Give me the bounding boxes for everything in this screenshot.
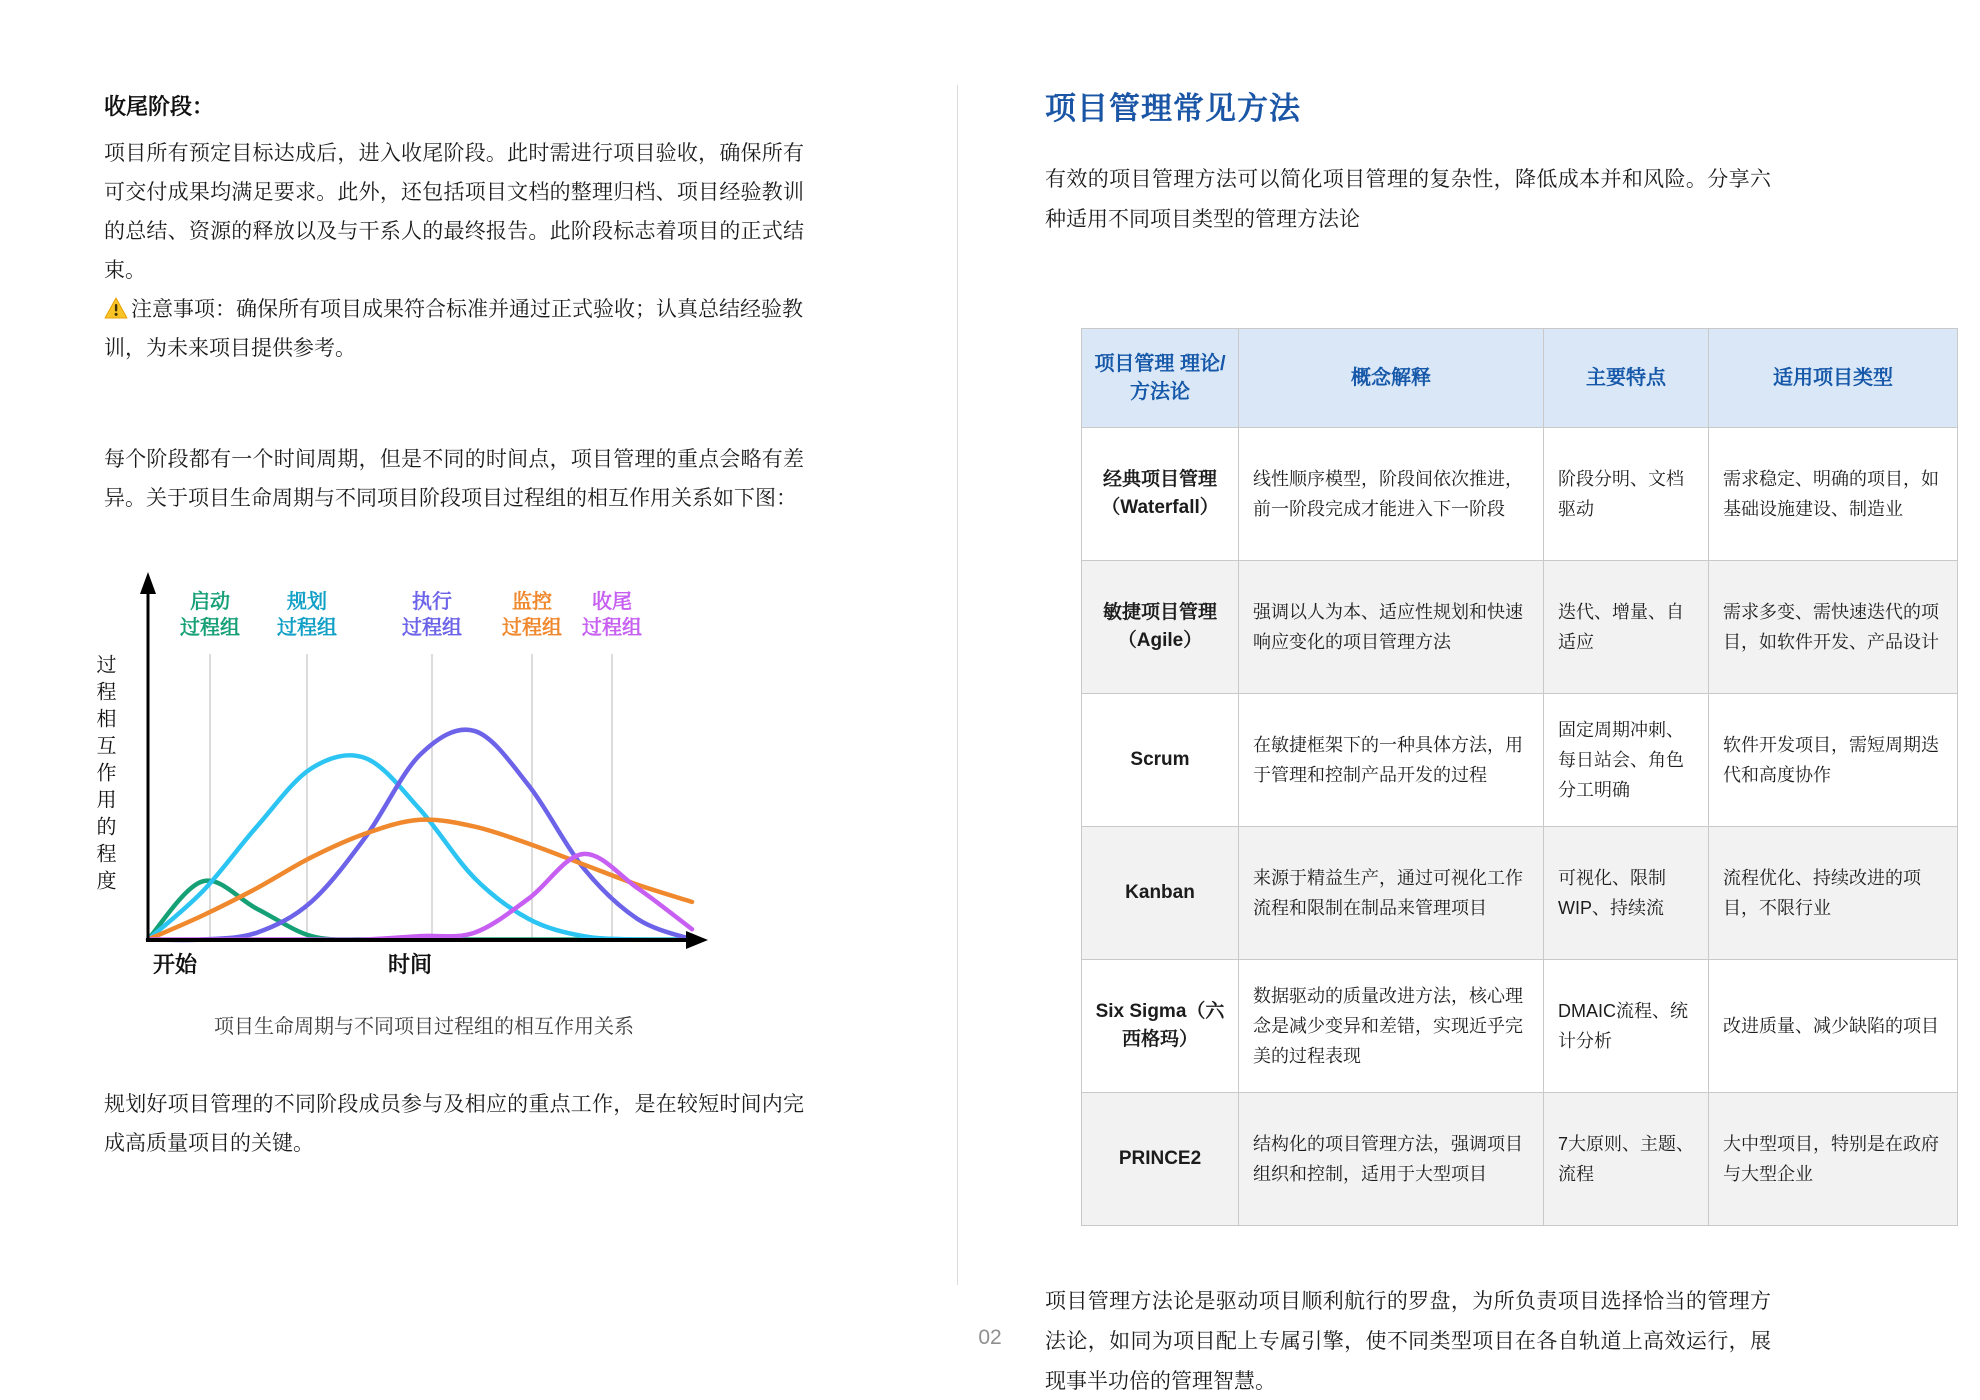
group-label-executing: 执行过程组 bbox=[402, 591, 462, 639]
table-cell: 强调以人为本、适应性规划和快速响应变化的项目管理方法 bbox=[1239, 561, 1544, 694]
table-cell: 线性顺序模型，阶段间依次推进，前一阶段完成才能进入下一阶段 bbox=[1239, 428, 1544, 561]
lifecycle-chart-figure bbox=[93, 558, 764, 978]
table-cell: Kanban bbox=[1082, 827, 1239, 960]
curve-planning bbox=[148, 755, 692, 939]
group-label-monitoring: 监控过程组 bbox=[502, 591, 562, 639]
table-cell: 阶段分明、文档驱动 bbox=[1544, 428, 1709, 561]
note-text: 注意事项：确保所有项目成果符合标准并通过正式验收；认真总结经验教训，为未来项目提供参考。 bbox=[104, 298, 803, 360]
lifecycle-chart-svg bbox=[120, 558, 720, 978]
section-title: 项目管理常见方法 bbox=[1045, 91, 1301, 126]
table-cell: 流程优化、持续改进的项目，不限行业 bbox=[1709, 827, 1958, 960]
table-row bbox=[1082, 561, 1958, 694]
header-cell-features: 主要特点 bbox=[1544, 329, 1709, 428]
table-cell: 改进质量、减少缺陷的项目 bbox=[1709, 960, 1958, 1093]
group-label-closing: 收尾过程组 bbox=[582, 591, 642, 639]
section-outro: 项目管理方法论是驱动项目顺利航行的罗盘，为所负责项目选择恰当的管理方法论，如同为项目配上专属引擎，使不同类型项目在各自轨道上高效运行，展现事半功倍的管理智慧。 bbox=[1045, 1290, 1771, 1393]
table-cell: 需求稳定、明确的项目，如基础设施建设、制造业 bbox=[1709, 428, 1958, 561]
closing-phase-heading: 收尾阶段： bbox=[104, 94, 215, 119]
planning-summary-paragraph: 规划好项目管理的不同阶段成员参与及相应的重点工作，是在较短时间内完成高质量项目的关键。 bbox=[104, 1093, 804, 1155]
x-axis-label: 时间 bbox=[387, 952, 433, 977]
left-column bbox=[93, 92, 804, 1163]
group-label-initiating: 启动过程组 bbox=[180, 591, 240, 639]
table-cell: 固定周期冲刺、每日站会、角色分工明确 bbox=[1544, 694, 1709, 827]
table-cell: 数据驱动的质量改进方法，核心理念是减少变异和差错，实现近乎完美的过程表现 bbox=[1239, 960, 1544, 1093]
table-cell: 来源于精益生产，通过可视化工作流程和限制在制品来管理项目 bbox=[1239, 827, 1544, 960]
table-cell: 可视化、限制WIP、持续流 bbox=[1544, 827, 1709, 960]
table-cell: DMAIC流程、统计分析 bbox=[1544, 960, 1709, 1093]
curve-executing bbox=[148, 730, 692, 940]
warning-icon bbox=[104, 293, 128, 315]
right-column bbox=[1045, 88, 1939, 1400]
table-cell: PRINCE2 bbox=[1082, 1093, 1239, 1226]
header-cell-project-type: 适用项目类型 bbox=[1709, 329, 1958, 428]
table-cell: 迭代、增量、自适应 bbox=[1544, 561, 1709, 694]
table-cell: Six Sigma（六西格玛） bbox=[1082, 960, 1239, 1093]
table-row bbox=[1082, 827, 1958, 960]
group-label-planning: 规划过程组 bbox=[277, 591, 337, 639]
section-intro: 有效的项目管理方法可以简化项目管理的复杂性，降低成本并和风险。分享六种适用不同项目类型的管理方法论 bbox=[1045, 168, 1771, 231]
curve-initiating bbox=[148, 881, 692, 940]
table-row bbox=[1082, 1093, 1958, 1226]
table-cell: Scrum bbox=[1082, 694, 1239, 827]
closing-phase-paragraph: 项目所有预定目标达成后，进入收尾阶段。此时需进行项目验收，确保所有可交付成果均满足要求。此外，还包括项目文档的整理归档、项目经验教训的总结、资源的释放以及与干系人的最终报告。此阶段标志着项目的正式结束。 bbox=[104, 142, 804, 282]
header-cell-methodology: 项目管理 理论/方法论 bbox=[1082, 329, 1239, 428]
x-start-label: 开始 bbox=[152, 952, 198, 977]
methods-table bbox=[1081, 328, 1958, 1226]
table-cell: 大中型项目，特别是在政府与大型企业 bbox=[1709, 1093, 1958, 1226]
table-row bbox=[1082, 694, 1958, 827]
table-cell: 7大原则、主题、流程 bbox=[1544, 1093, 1709, 1226]
table-cell: 敏捷项目管理（Agile） bbox=[1082, 561, 1239, 694]
table-row bbox=[1082, 428, 1958, 561]
table-cell: 在敏捷框架下的一种具体方法，用于管理和控制产品开发的过程 bbox=[1239, 694, 1544, 827]
note-paragraph bbox=[104, 290, 804, 368]
phase-cycle-paragraph: 每个阶段都有一个时间周期，但是不同的时间点，项目管理的重点会略有差异。关于项目生命周期与不同项目阶段项目过程组的相互作用关系如下图： bbox=[104, 448, 804, 510]
chart-y-axis-label: 过程相互作用的程度 bbox=[93, 654, 115, 897]
y-axis-arrow bbox=[140, 572, 156, 594]
page-number: 02 bbox=[978, 1326, 1002, 1349]
chart-caption: 项目生命周期与不同项目过程组的相互作用关系 bbox=[214, 1016, 634, 1038]
header-cell-concept: 概念解释 bbox=[1239, 329, 1544, 428]
table-row bbox=[1082, 960, 1958, 1093]
table-header-row bbox=[1082, 329, 1958, 428]
table-cell: 结构化的项目管理方法，强调项目组织和控制，适用于大型项目 bbox=[1239, 1093, 1544, 1226]
column-divider bbox=[957, 85, 958, 1285]
x-axis-arrow bbox=[686, 931, 708, 949]
table-cell: 需求多变、需快速迭代的项目，如软件开发、产品设计 bbox=[1709, 561, 1958, 694]
table-cell: 经典项目管理（Waterfall） bbox=[1082, 428, 1239, 561]
curve-monitoring bbox=[148, 820, 692, 940]
table-cell: 软件开发项目，需短周期迭代和高度协作 bbox=[1709, 694, 1958, 827]
